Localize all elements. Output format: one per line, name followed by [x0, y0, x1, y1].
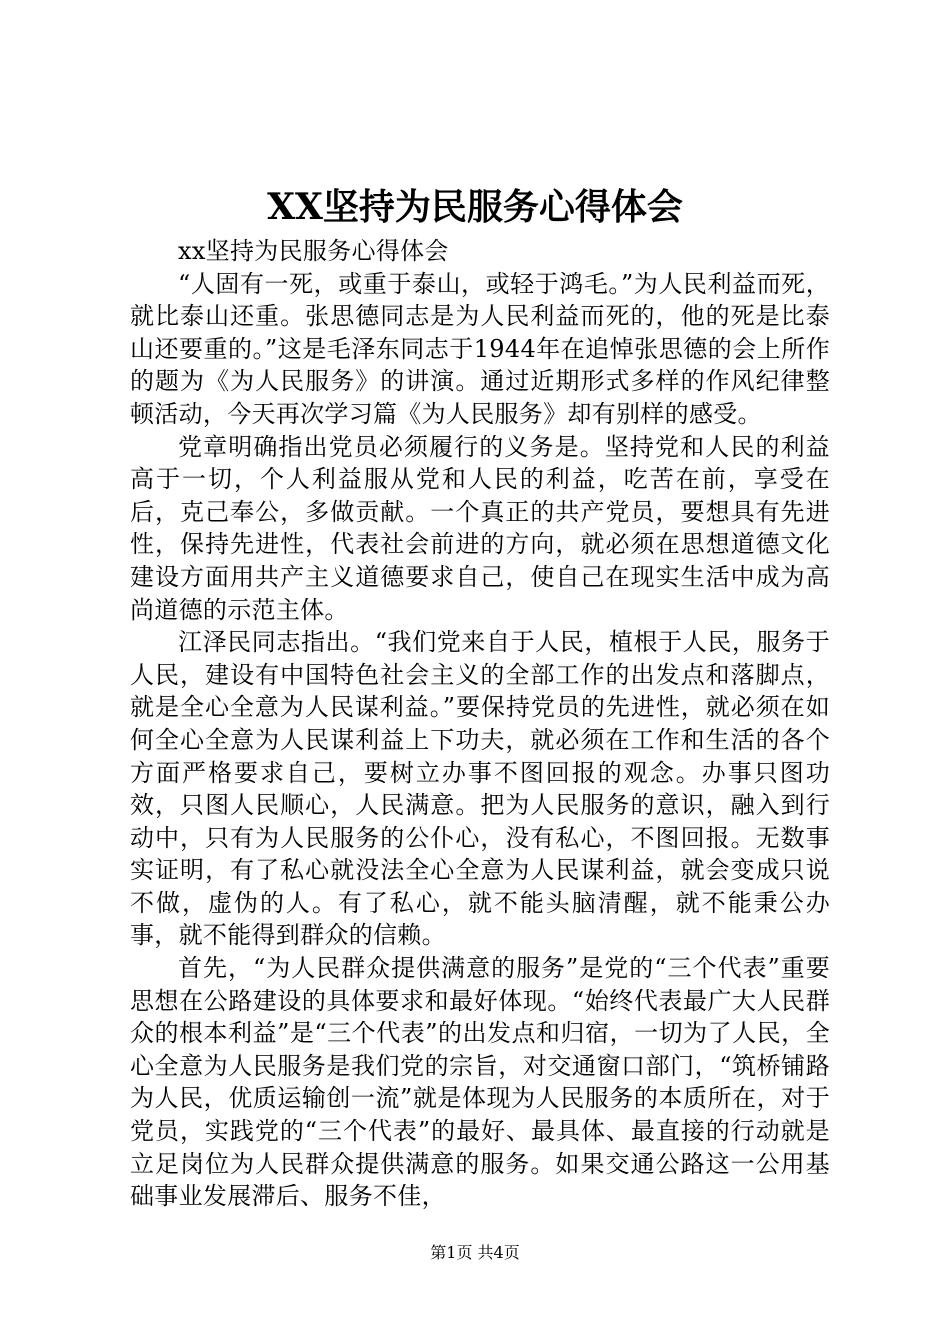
- paragraph-1: “人固有一死，或重于泰山，或轻于鸿毛。”为人民利益而死，就比泰山还重。张思德同志是为人民利益而死的，他的死是比泰山还要重的。”这是毛泽东同志于1944年在追悼张思德的会上所作的题为《为人民服务》的讲演。通过近期形式多样的作风纪律整顿活动，今天再次学习篇《为人民服务》却有别样的感受。: [130, 269, 830, 428]
- document-subtitle: xx坚持为民服务心得体会: [178, 237, 449, 265]
- document-title: XX坚持为民服务心得体会: [267, 186, 683, 228]
- document-body: [130, 235, 830, 1213]
- paragraph-2: 党章明确指出党员必须履行的义务是。坚持党和人民的利益高于一切，个人利益服从党和人民的利益，吃苦在前，享受在后，克己奉公，多做贡献。一个真正的共产党员，要想具有先进性，保持先进性，代表社会前进的方向，就必须在思想道德文化建设方面用共产主义道德要求自己，使自己在现实生活中成为高尚道德的示范主体。: [130, 432, 830, 624]
- paragraph-3: 江泽民同志指出。“我们党来自于人民，植根于人民，服务于人民，建设有中国特色社会主义的全部工作的出发点和落脚点，就是全心全意为人民谋利益。”要保持党员的先进性，就必须在如何全心全意为人民谋利益上下功夫，就必须在工作和生活的各个方面严格要求自己，要树立办事不图回报的观念。办事只图功效，只图人民顺心，人民满意。把为人民服务的意识，融入到行动中，只有为人民服务的公仆心，没有私心，不图回报。无数事实证明，有了私心就没法全心全意为人民谋利益，就会变成只说不做，虚伪的人。有了私心，就不能头脑清醒，就不能秉公办事，就不能得到群众的信赖。: [130, 628, 830, 950]
- page-footer: 第1页 共4页: [430, 1243, 520, 1262]
- paragraph-4: 首先，“为人民群众提供满意的服务”是党的“三个代表”重要思想在公路建设的具体要求和最好体现。“始终代表最广大人民群众的根本利益”是“三个代表”的出发点和归宿，一切为了人民，全心全意为人民服务是我们党的宗旨，对交通窗口部门，“筑桥铺路为人民，优质运输创一流”就是体现为人民服务的本质所在，对于党员，实践党的“三个代表”的最好、最具体、最直接的行动就是立足岗位为人民群众提供满意的服务。如果交通公路这一公用基础事业发展滞后、服务不佳，: [130, 954, 830, 1211]
